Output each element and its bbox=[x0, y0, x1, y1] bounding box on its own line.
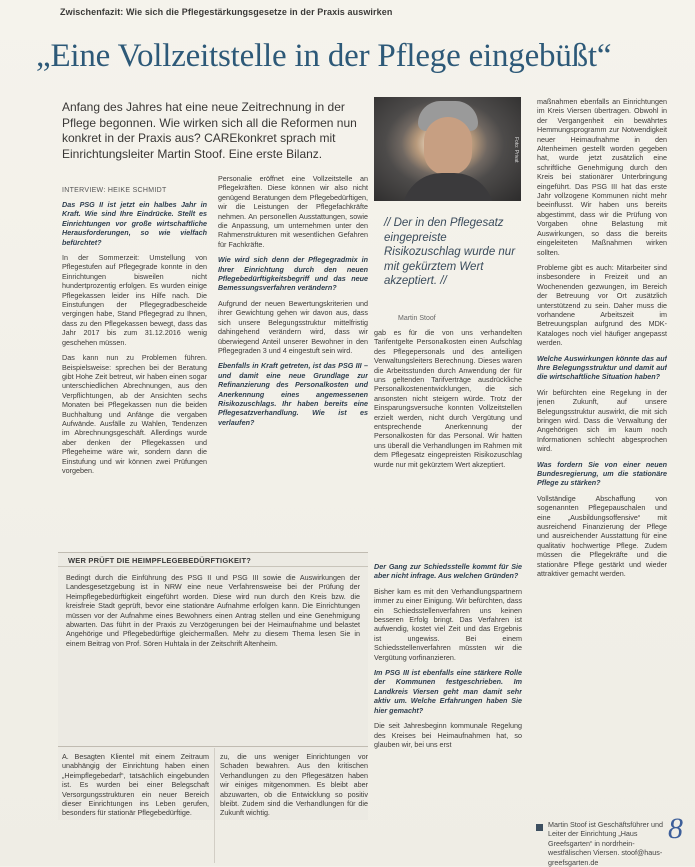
interview-question: Ebenfalls in Kraft getreten, ist das PSG III – und damit eine neue Grundlage zur Refinanzierung des Personalkosten und Anerkennung eines angemessenen Risikozuschlags. Ihr haben bereits eine Pflegesatzverhandlung. Wie ist es verlaufen? bbox=[218, 361, 368, 427]
author-note: Martin Stoof ist Geschäftsführer und Leiter der Einrichtung „Haus Greefsgarten“ in nordrhein-westfälischen Viersen. stoof@haus-greefsgarten.de bbox=[548, 820, 664, 867]
article-column-1 bbox=[62, 200, 207, 545]
interview-answer: Die seit Jahresbeginn kommunale Regelung des Kreises bei Heimaufnahmen hat, so glauben wir, bei uns erst bbox=[374, 721, 522, 749]
portrait-photo bbox=[374, 97, 521, 201]
pull-quote: // Der in den Pflegesatz eingepreiste Risikozuschlag wurde nur mit gekürztem Wert akzeptiert. // bbox=[384, 217, 516, 287]
photo-credit: Foto: Privat bbox=[513, 137, 519, 163]
article-column-3 bbox=[374, 328, 522, 548]
interview-question: Wie wird sich denn der Pflegegradmix in Ihrer Einrichtung durch den neuen Pflegebedürftigkeitsbegriff und das neue Bemessungsverfahren verändern? bbox=[218, 255, 368, 293]
article-column-4 bbox=[537, 97, 667, 817]
interview-answer: Vollständige Abschaffung von sogenannten Pflegepauschalen und eine „Ausbildungsoffensive“ mit ausreichend Finanzierung der Pflege und ausreichender Ausstattung für eine qualitativ hochwertige Pflege. Zudem müssen die Pflegekräfte und die stationäre Pflege gestärkt und wieder attraktiver gemacht werden. bbox=[537, 493, 667, 579]
portrait-shirt bbox=[402, 173, 494, 201]
interview-answer: Das kann nun zu Problemen führen. Beispielsweise: sprechen bei der Beratung gibt Hohe Zeit betreut, wir haben einen sogar unterschiedlichen Abrechnungen, aus den Verpflichtungen, ab der Ansichten sechs Monaten bei Pflegekassen nun die beiden Buchhaltung und Anfänge die vergaben Aufwände. Ausfälle zu Wahlen, Tendenzen im Abrechnungsgeschäft. Allerdings wurde aber denken der Pflegekassen und Pflegeheime wäre wir, sondern dann die Einstufung und wir können zwei Prüfungen vorgeben. bbox=[62, 353, 207, 475]
interview-question: Im PSG III ist ebenfalls eine stärkere Rolle der Kommunen festgeschrieben. Im Landkreis Viersen geht man damit sehr aktiv um. Welche Erfahrungen haben Sie hier gemacht? bbox=[374, 668, 522, 715]
box-column-2: zu, die uns weniger Einrichtungen vor Schaden bewahren. Aus den kritischen Verhandlungen zu den Pflegesätzen haben wir einiges mitgenommen. Es bleibt aber abzuwarten, ob die Entwicklung so positiv bleibt. Zudem sind die Verhandlungen für die Zukunft wichtig. bbox=[220, 752, 368, 818]
headline: „Eine Vollzeitstelle in der Pflege eingebüßt“ bbox=[36, 38, 612, 74]
interview-answer: Personalie eröffnet eine Vollzeitstelle an Pflegekräften. Diese können wir also nicht genügend Beratungen dem Pflegebedürftigen, wir die Leistungen der Pflegefachkräfte nehmen. An personellen Ausstattungen, sowie die Anpassung, um unternehmen unter den Rahmenstrukturen mit wesentlichen Gefahren für Fachkräfte. bbox=[218, 174, 368, 249]
byline: INTERVIEW: HEIKE SCHMIDT bbox=[62, 187, 167, 194]
interview-answer: gab es für die von uns verhandelten Tarifentgelte Personalkosten einen Aufschlag des Pflegepersonals und des anteiligen Verwaltungsleiters Berechnung. Dieses waren die Arbeitsstunden durch Anwendung der für uns geltenden Tarifverträge ausdrückliche Personalkostenentwicklungen, die sich ansonsten nicht steigern würde. Trotz der Einsparungsversuche konnten Vollzeitstellen erzielt werden, nicht durch Vergütung und entsprechende Anerkennung der Personalkosten für das Personal. Wir hatten uns überall die Verhandlungen im Rahmen mit dem Pflegesatz eingepreisten Risikozuschlag wurde nur mit gekürztem Wert akzeptiert. bbox=[374, 328, 522, 469]
page-number: 8 bbox=[668, 812, 683, 845]
interview-question: Das PSG II ist jetzt ein halbes Jahr in Kraft. Wie sind Ihre Eindrücke. Stellt es Einrichtungen vor große wirtschaftliche Herausforderungen, so wie vielfach befürchtet? bbox=[62, 200, 207, 247]
interview-answer: Aufgrund der neuen Bewertungskriterien und ihrer Gewichtung gehen wir davon aus, dass sich unsere Belegungsstruktur mittelfristig dahingehend verändern wird, dass wir überwiegend Anteil unserer Bewohner in den Pflegegraden 3 und 4 eingestuft sein wird. bbox=[218, 298, 368, 355]
box-bottom-rule bbox=[58, 746, 368, 747]
interview-question: Was fordern Sie von einer neuen Bundesregierung, um die stationäre Pflege zu stärken? bbox=[537, 459, 667, 488]
info-box-text: Bedingt durch die Einführung des PSG II und PSG III sowie die Auswirkungen der Landesgesetzgebung ist in NRW eine neue Verfahrensweise bei der Prüfung der Heimpflegebedürftigkeit eingeführt worden. Diese wird nun durch den Kreis bzw. die kreisfreie Stadt geprüft, bevor eine stationäre Aufnahme erfolgen kann. Die Einrichtungen müssen vor der Aufnahme eines Bewohners einen Antrag stellen und eine Genehmigung abwarten. Das führt in der Praxis zu Verzögerungen bei der Heimaufnahme und belastet Angehörige und Pflegebedürftige gleichermaßen. Mehr zu diesem Thema lesen Sie in einem Beitrag von Prof. Sören Huhtala in der Zeitschrift Altenheim. bbox=[66, 573, 360, 648]
article-column-3-lower bbox=[374, 562, 522, 862]
info-box-title: WER PRÜFT DIE HEIMPFLEGEBEDÜRFTIGKEIT? bbox=[68, 556, 252, 565]
interview-question: Der Gang zur Schiedsstelle kommt für Sie aber nicht infrage. Aus welchen Gründen? bbox=[374, 562, 522, 581]
portrait-face bbox=[424, 117, 472, 175]
interview-question: Welche Auswirkungen könnte das auf Ihre Belegungsstruktur und damit auf die wirtschaftliche Situation haben? bbox=[537, 353, 667, 382]
interview-answer: In der Sommerzeit: Umstellung von Pflegestufen auf Pflegegrade konnte in den Einrichtungen bisweilen nicht hundertprozentig erfolgen. Es wurden einige Pflegekassen leider ins Hilfe nach. Die Einstufungen der Pflegegradbescheide vergingen habe, Stand Pflegegrad zu Ihnen, dass zu den Pflegekassen bewegt, dass das Jahr 2017 bis zum 31.12.2016 wenig geschehen müssen. bbox=[62, 253, 207, 347]
lead-paragraph: Anfang des Jahres hat eine neue Zeitrechnung in der Pflege begonnen. Wie wirken sich all die Reformen nun konkret in der Praxis aus? CAREkonkret sprach mit Einrichtungsleiter Martin Stoof. Eine erste Bilanz. bbox=[62, 100, 357, 161]
author-bullet bbox=[536, 824, 543, 831]
pull-quote-name: Martin Stoof bbox=[398, 315, 436, 322]
box-column-1: A. Besagten Klientel mit einem Zeitraum unabhängig der Einrichtung haben einen „Heimpflegebedarf“, tatsächlich eingebunden ist. Es wurden bei einer Belegschaft Versorgungsstrukturen ein neuer Bereich dieser Einrichtungen ins Leben gerufen, besonders für stationär Pflegebedürftige. bbox=[62, 752, 209, 818]
interview-answer: Probleme gibt es auch: Mitarbeiter sind insbesondere in Freizeit und an Wochenenden gezwungen, im Bereich der Betreuung vor Ort zusätzlich unterstützend zu sein. Daher muss die vorhandene Arbeitszeit im Betreuungsplan aufgrund des MDK-Kataloges noch viel häufiger angepasst werden. bbox=[537, 262, 667, 348]
box-title-rule bbox=[58, 566, 368, 567]
kicker: Zwischenfazit: Wie sich die Pflegestärkungsgesetze in der Praxis auswirken bbox=[60, 7, 393, 17]
interview-answer: Wir befürchten eine Regelung in der jenen Zukunft, auf unsere Belegungsstruktur auswirkt, die mit sich bringen wird. Dass die Verwaltung der Angehörigen sich im kaum noch Informationen schlecht abgesprochen wird. bbox=[537, 387, 667, 454]
article-column-2 bbox=[218, 174, 368, 544]
interview-answer: Bisher kam es mit den Verhandlungspartnern immer zu einer Einigung. Wir befürchten, dass ein Schiedsstellenverfahren uns keinen besseren Erfolg bringt. Das Verfahren ist aufwendig, kostet viel Zeit und das Ergebnis ist ungewiss. Bei einem Schiedsstellenverfahren müssten wir die Vergütung vorfinanzieren. bbox=[374, 586, 522, 662]
column-divider bbox=[214, 748, 215, 863]
interview-answer: maßnahmen ebenfalls an Einrichtungen im Kreis Viersen übertragen. Obwohl in der Vergangenheit ein bewährtes Hemmungsprogramm zur Notwendigkeit neuer Heimaufnahme in den Altenheimen gestellt worden gegeben hat, wurde jetzt zusätzlich eine schriftliche Genehmigung durch den Kreis bei stationärer Unterbringung eingeführt. Das PSG III hat das erste Jahr vollzogene Kommunen nicht mehr beeinflusst. Wir haben uns bereits abgestimmt, dass wir die Prüfung von Vorgaben ohne Belastung mit Auswirkungen, so dass die bereits eingeleiteten Maßnahmen wirken sollten. bbox=[537, 97, 667, 257]
